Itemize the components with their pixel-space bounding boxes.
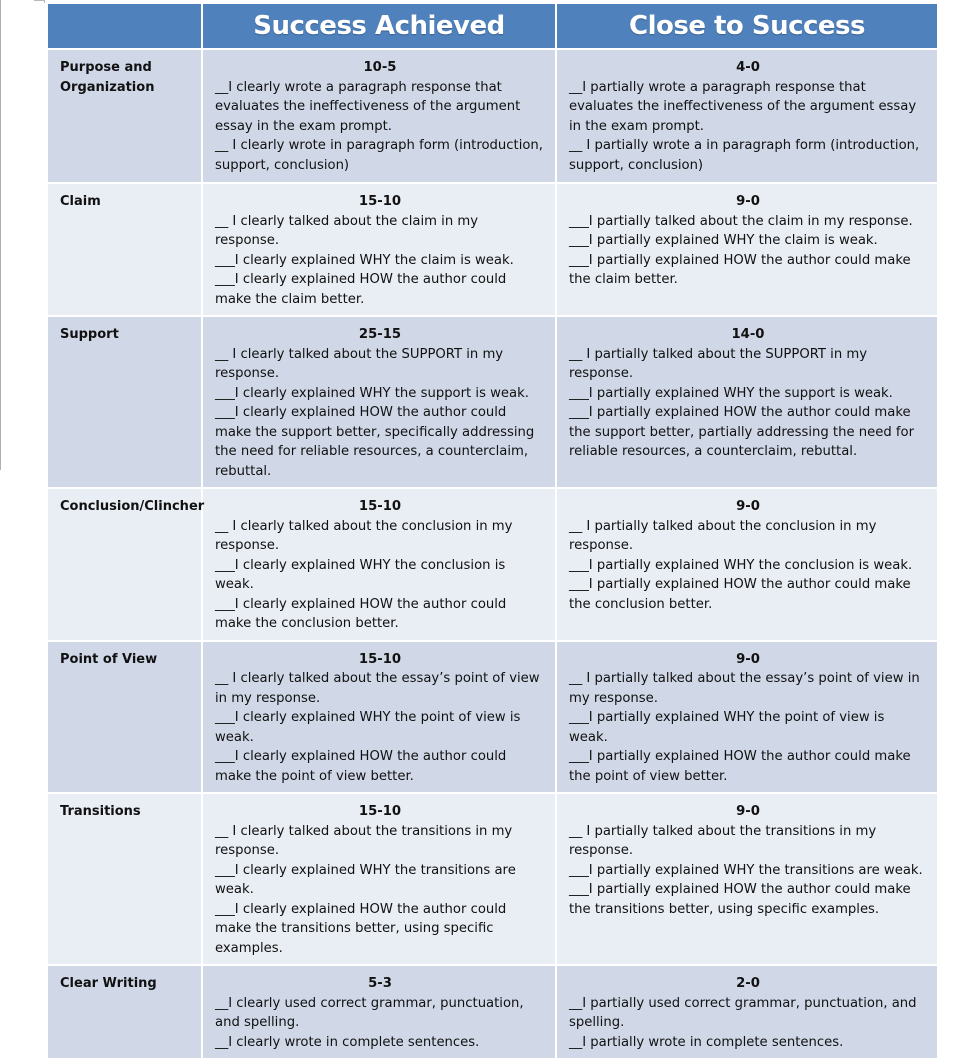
close-to-success-cell: [557, 794, 937, 964]
checklist-item: __ I partially talked about the SUPPORT in my response.: [569, 346, 868, 381]
rubric-table: [46, 2, 939, 1060]
page-corner-mark: [34, 0, 45, 3]
checklist-item: __ I clearly talked about the SUPPORT in my response.: [215, 346, 504, 381]
checklist-item: __I clearly wrote a paragraph response that evaluates the ineffectiveness of the argument essay in the exam prompt.: [215, 79, 521, 134]
close-to-success-cell: [557, 317, 937, 487]
success-achieved-cell: [203, 489, 555, 640]
success-achieved-cell: [203, 966, 555, 1058]
checklist-item: ___I clearly explained WHY the conclusion is weak.: [215, 557, 506, 592]
checklist-item: __ I clearly talked about the conclusion in my response.: [215, 518, 513, 553]
success-achieved-cell: [203, 642, 555, 793]
checklist-item: ___I partially explained HOW the author could make the claim better.: [569, 252, 911, 287]
checklist-item: ___I partially explained WHY the transitions are weak.: [569, 862, 923, 878]
checklist-item: __I partially wrote a paragraph response that evaluates the ineffectiveness of the argument essay in the exam prompt.: [569, 79, 917, 134]
score-range: 15-10: [358, 194, 402, 209]
checklist-item: ___I clearly explained WHY the point of view is weak.: [215, 710, 521, 745]
score-range: 25-15: [358, 327, 402, 342]
header-success-achieved: Success Achieved: [203, 4, 555, 48]
rubric-row: [48, 184, 937, 315]
success-achieved-cell: [203, 184, 555, 315]
close-to-success-cell: [557, 966, 937, 1058]
checklist-item: __I partially wrote in complete sentences.: [569, 1034, 844, 1050]
rubric-body: [48, 50, 937, 1058]
checklist-item: ___I partially explained WHY the point of view is weak.: [569, 710, 885, 745]
criterion-label: Claim: [48, 184, 201, 315]
close-to-success-cell: [557, 489, 937, 640]
checklist-item: ___I partially explained HOW the author could make the conclusion better.: [569, 577, 911, 612]
checklist-item: __ I clearly talked about the claim in my response.: [215, 213, 479, 248]
rubric-row: [48, 50, 937, 182]
rubric-row: [48, 489, 937, 640]
checklist-item: __ I partially talked about the conclusion in my response.: [569, 518, 877, 553]
success-achieved-cell: [203, 794, 555, 964]
score-range: 9-0: [736, 804, 760, 819]
checklist-item: ___I clearly explained HOW the author could make the transitions better, using specific examples.: [215, 901, 507, 956]
criterion-label: Conclusion/Clincher: [48, 489, 201, 640]
checklist-item: ___I clearly explained WHY the claim is weak.: [215, 252, 514, 268]
score-range: 15-10: [358, 651, 402, 667]
criterion-label: Point of View: [48, 642, 201, 793]
rubric-row: [48, 317, 937, 487]
score-range: 5-3: [368, 976, 392, 991]
close-to-success-cell: [557, 50, 937, 182]
checklist-item: __ I clearly wrote in paragraph form (introduction, support, conclusion): [215, 138, 543, 173]
checklist-item: ___I partially explained WHY the claim is weak.: [569, 233, 878, 248]
criterion-label: Clear Writing: [48, 966, 201, 1058]
score-range: 9-0: [736, 194, 760, 209]
checklist-item: ___I partially explained WHY the support is weak.: [569, 385, 893, 401]
checklist-item: ___I partially explained HOW the author could make the support better, partially addressing the need for reliable resources, a counterclaim, rebuttal.: [569, 405, 915, 459]
criterion-label: Transitions: [48, 794, 201, 964]
score-range: 9-0: [736, 499, 760, 514]
score-range: 2-0: [736, 976, 760, 991]
header-criterion: [48, 4, 201, 48]
checklist-item: __ I clearly talked about the transitions in my response.: [215, 823, 513, 858]
close-to-success-cell: [557, 184, 937, 315]
success-achieved-cell: [203, 317, 555, 487]
checklist-item: __ I partially talked about the transitions in my response.: [569, 823, 877, 858]
checklist-item: ___I partially explained HOW the author could make the transitions better, using specific examples.: [569, 882, 911, 917]
checklist-item: ___I clearly explained HOW the author could make the support better, specifically addressing the need for reliable resources, a counterclaim, rebuttal.: [215, 405, 535, 479]
success-achieved-cell: [203, 50, 555, 182]
checklist-item: ___I clearly explained HOW the author could make the point of view better.: [215, 749, 507, 784]
checklist-item: ___I partially explained HOW the author could make the point of view better.: [569, 749, 911, 784]
checklist-item: __ I partially wrote a in paragraph form (introduction, support, conclusion): [569, 138, 920, 173]
checklist-item: ___I partially explained WHY the conclusion is weak.: [569, 557, 913, 573]
checklist-item: __I partially used correct grammar, punctuation, and spelling.: [569, 995, 917, 1030]
header-close-to-success: Close to Success: [557, 4, 937, 48]
checklist-item: __I clearly used correct grammar, punctuation, and spelling.: [215, 995, 524, 1030]
rubric-row: [48, 642, 937, 793]
rubric-row: [48, 966, 937, 1058]
rubric-row: [48, 794, 937, 964]
checklist-item: __ I partially talked about the essay’s point of view in my response.: [569, 671, 920, 706]
checklist-item: ___I clearly explained HOW the author could make the claim better.: [215, 272, 507, 307]
score-range: 10-5: [363, 60, 397, 75]
criterion-label: Support: [48, 317, 201, 487]
header-row: [48, 4, 937, 48]
checklist-item: __ I clearly talked about the essay’s point of view in my response.: [215, 671, 540, 706]
score-range: 15-10: [358, 804, 402, 819]
page-edge: [0, 0, 1, 470]
checklist-item: ___I clearly explained WHY the transitions are weak.: [215, 862, 516, 897]
score-range: 4-0: [736, 60, 760, 75]
checklist-item: ___I partially talked about the claim in my response.: [569, 213, 913, 229]
close-to-success-cell: [557, 642, 937, 793]
criterion-label: Purpose and Organization: [48, 50, 201, 182]
checklist-item: ___I clearly explained WHY the support is weak.: [215, 385, 529, 401]
score-range: 9-0: [736, 651, 760, 667]
checklist-item: __I clearly wrote in complete sentences.: [215, 1034, 480, 1050]
score-range: 14-0: [731, 327, 765, 342]
checklist-item: ___I clearly explained HOW the author could make the conclusion better.: [215, 596, 507, 631]
score-range: 15-10: [358, 499, 402, 514]
